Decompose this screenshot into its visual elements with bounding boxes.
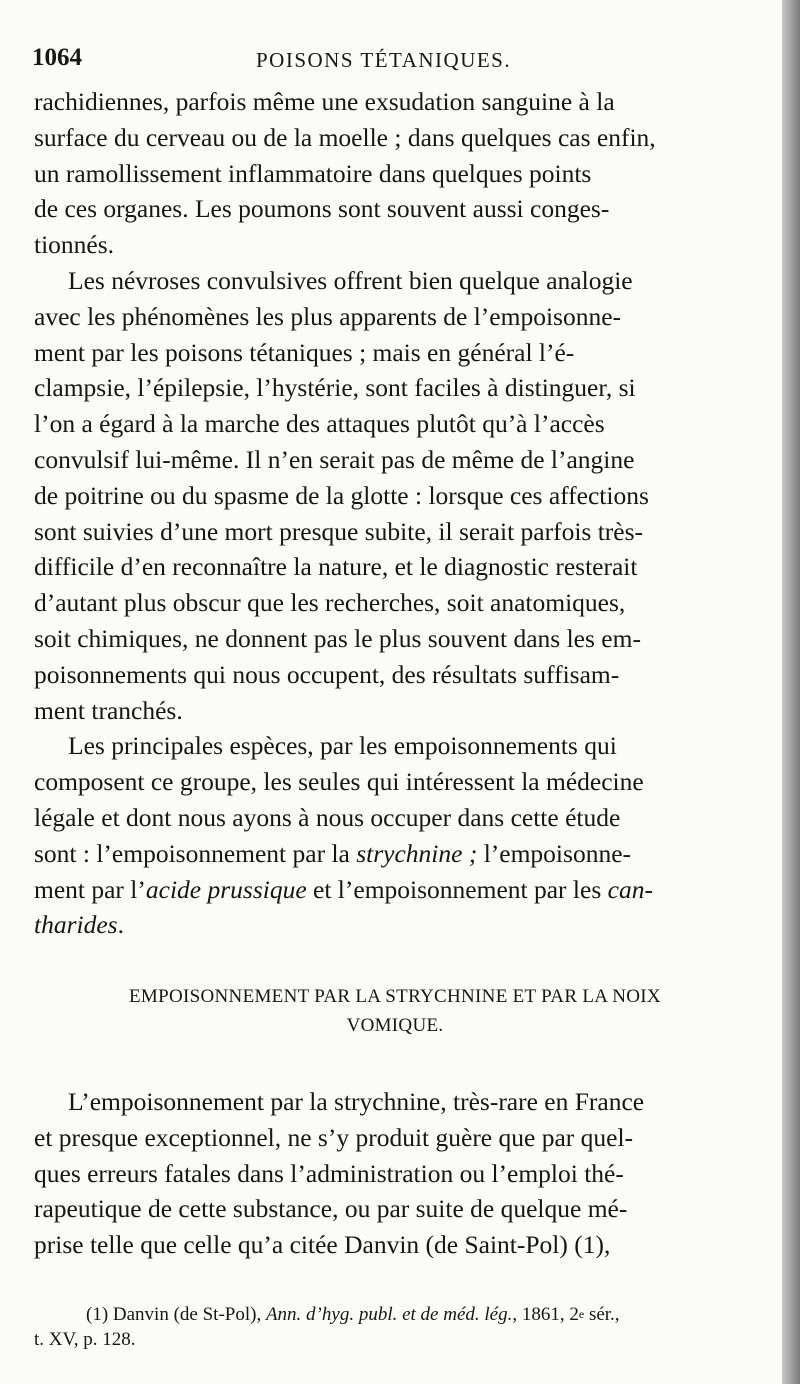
footnote-line: t. XV, p. 128. [34, 1329, 136, 1350]
footnote-series: sér., [584, 1304, 620, 1325]
main-text [34, 84, 752, 943]
running-title: POISONS TÉTANIQUES. [256, 48, 512, 72]
text-line: d’autant plus obscur que les recherches, soit anatomiques, [34, 588, 626, 618]
text-line: un ramollissement inflammatoire dans quelques points [34, 158, 592, 188]
footnote [34, 1302, 776, 1352]
text-line: soit chimiques, ne donnent pas le plus souvent dans les em- [34, 623, 641, 653]
text-line: légale et dont nous ayons à nous occuper dans cette étude [34, 802, 621, 832]
text-line: difficile d’en reconnaître la nature, et le diagnostic resterait [34, 552, 638, 582]
running-head [32, 44, 754, 76]
page-number: 1064 [32, 44, 82, 71]
text-line [34, 872, 752, 908]
text-line: prise telle que celle qu’a citée Danvin (de Saint-Pol) (1), [34, 1230, 611, 1260]
text-line: de ces organes. Les poumons sont souvent aussi conges- [34, 194, 610, 224]
text-line: de poitrine ou du spasme de la glotte : lorsque ces affections [34, 480, 649, 510]
text-run: ment par l’ [34, 874, 146, 904]
text-line: rapeutique de cette substance, ou par suite de quelque mé- [34, 1194, 628, 1224]
text-line [34, 907, 752, 943]
section-heading [56, 982, 734, 1040]
section-paragraph [34, 1084, 752, 1263]
footnote-author: Danvin (de St-Pol), [108, 1304, 266, 1325]
text-run: et l’empoisonnement par les [306, 874, 608, 904]
text-line: clampsie, l’épilepsie, l’hystérie, sont faciles à distinguer, si [34, 373, 636, 403]
text-line: convulsif lui-même. Il n’en serait pas de même de l’angine [34, 444, 635, 474]
text-line: poisonnements qui nous occupent, des résultats suffisam- [34, 659, 620, 689]
text-line: Les névroses convulsives offrent bien quelque analogie [68, 265, 633, 295]
text-line: ment tranchés. [34, 695, 183, 725]
text-line: surface du cerveau ou de la moelle ; dans quelques cas enfin, [34, 122, 656, 152]
text-line: L’empoisonnement par la strychnine, très-rare en France [68, 1087, 645, 1116]
text-line: sont suivies d’une mort presque subite, il serait parfois très- [34, 516, 644, 546]
italic-term-cantharides-part1: can- [607, 874, 653, 904]
footnote-line [34, 1302, 776, 1327]
text-line: ques erreurs fatales dans l’administration ou l’emploi thé- [34, 1158, 624, 1188]
text-line: tionnés. [34, 230, 115, 260]
text-run: sont : l’empoisonnement par la [34, 838, 357, 868]
section-heading-line: VOMIQUE. [346, 1015, 444, 1036]
text-line: Les principales espèces, par les empoisonnements qui [68, 731, 617, 761]
text-line [34, 836, 752, 872]
text-line: et presque exceptionnel, ne s’y produit guère que par quel- [34, 1122, 634, 1152]
footnote-journal: Ann. d’hyg. publ. et de méd. lég. [265, 1304, 513, 1325]
section-heading-line: EMPOISONNEMENT PAR LA STRYCHNINE ET PAR LA NOIX [129, 986, 661, 1007]
text-run: l’empoisonne- [477, 838, 632, 868]
text-line: ment par les poisons tétaniques ; mais en général l’é- [34, 337, 575, 367]
italic-term-acide-prussique: acide prussique [145, 874, 307, 904]
italic-term-strychnine: strychnine ; [356, 838, 478, 868]
text-line: rachidiennes, parfois même une exsudation sanguine à la [34, 87, 615, 116]
text-run: . [117, 910, 124, 940]
text-line: avec les phénomènes les plus apparents de l’empoisonne- [34, 301, 622, 331]
italic-term-cantharides-part2: tharides [34, 910, 118, 940]
footnote-marker: (1) [86, 1304, 109, 1325]
footnote-year: , 1861, 2 [512, 1304, 579, 1325]
text-line: l’on a égard à la marche des attaques plutôt qu’à l’accès [34, 409, 605, 439]
footnote-superscript: e [578, 1307, 585, 1321]
text-line: composent ce groupe, les seules qui intéressent la médecine [34, 767, 644, 797]
